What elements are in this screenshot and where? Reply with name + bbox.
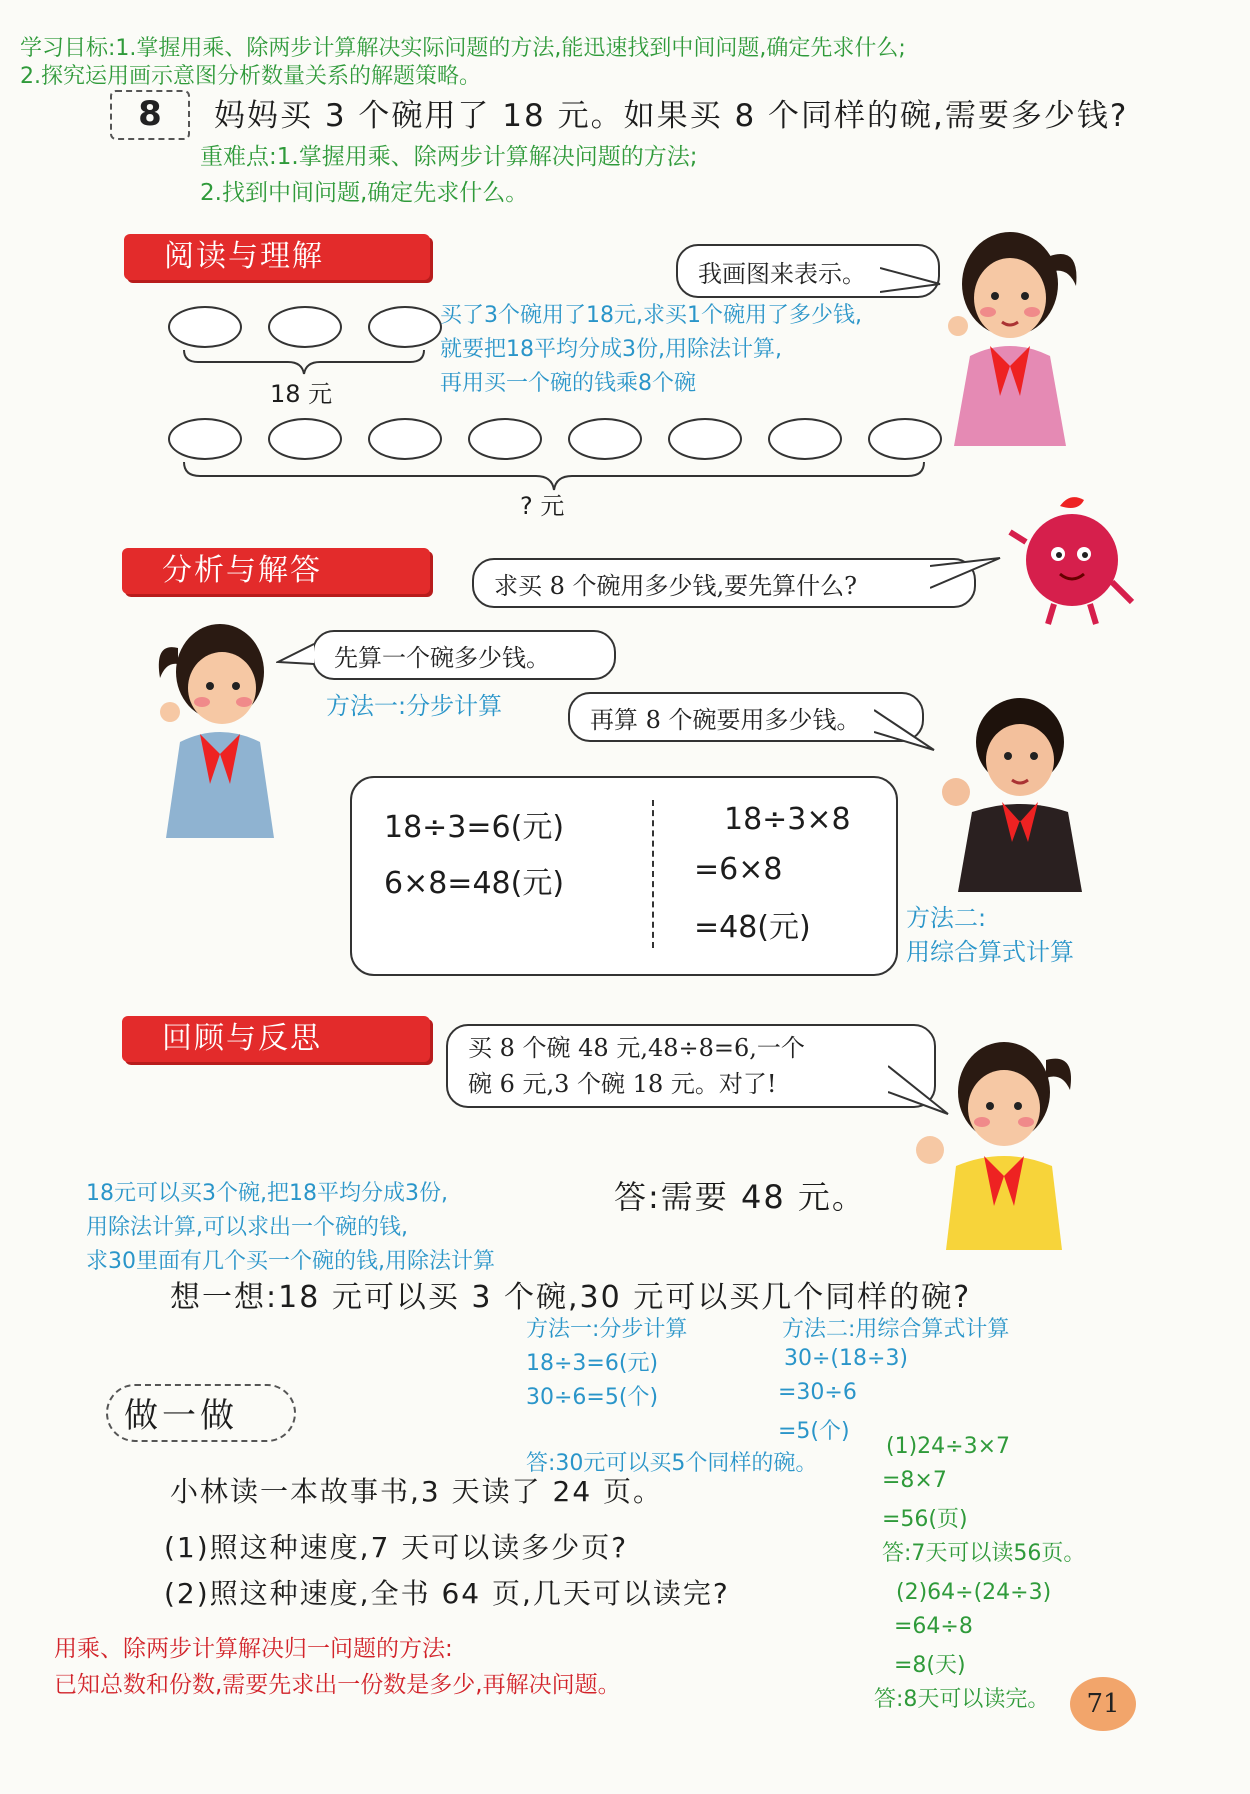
speech-bubble-step1 [312,630,616,680]
example-question: 妈妈买 3 个碗用了 18 元。如果买 8 个同样的碗,需要多少钱? [214,98,1129,134]
key-point-1: 重难点:1.掌握用乘、除两步计算解决问题的方法; [200,144,698,170]
summary-line-2: 已知总数和份数,需要先求出一份数是多少,再解决问题。 [54,1672,621,1698]
practice-title: 做一做 [124,1396,238,1436]
bowl-oval [268,306,342,348]
speech-text: 再算 8 个碗要用多少钱。 [590,705,861,734]
answer-1-conclusion: 答:7天可以读56页。 [882,1541,1086,1566]
bubble-tail [276,640,316,670]
bowl-oval [368,418,442,460]
key-point-2: 2.找到中间问题,确定先求什么。 [200,180,529,206]
calc-combined-2: =6×8 [694,852,783,887]
speech-text: 我画图来表示。 [698,259,866,288]
think-method-2-line-3: =5(个) [778,1419,850,1444]
bowl-oval [168,418,242,460]
reflect-note-1: 18元可以买3个碗,把18平均分成3份, [86,1181,448,1206]
method-1-label: 方法一:分步计算 [326,692,503,720]
goal-line-1: 学习目标:1.掌握用乘、除两步计算解决实际问题的方法,能迅速找到中间问题,确定先求什么; [20,36,906,61]
think-method-1-line-1: 18÷3=6(元) [526,1351,659,1376]
girl-illustration [940,226,1090,446]
girl-illustration [900,1030,1080,1250]
reflect-note-3: 求30里面有几个买一个碗的钱,用除法计算 [86,1249,495,1274]
bubble-tail [874,706,944,756]
note-line-1: 买了3个碗用了18元,求买1个碗用了多少钱, [440,303,862,328]
speech-bubble-question [472,558,976,608]
speech-bubble-step2 [568,692,924,742]
method-2-label: 方法二: [906,904,987,932]
answer-2-line-2: =64÷8 [894,1614,973,1639]
calc-combined-3: =48(元) [694,910,811,945]
think-question: 想一想:18 元可以买 3 个碗,30 元可以买几个同样的碗? [170,1280,972,1315]
boy-illustration [936,692,1096,892]
section-header-analyze: 分析与解答 [122,548,430,594]
calculation-divider [652,800,654,948]
goal-line-2: 2.探究运用画示意图分析数量关系的解题策略。 [20,64,481,89]
speech-text-line-1: 买 8 个碗 48 元,48÷8=6,一个 [468,1034,805,1062]
bowl-oval [568,418,642,460]
practice-problem: 小林读一本故事书,3 天读了 24 页。 [170,1475,664,1508]
girl-illustration [150,618,290,838]
practice-question-1: (1)照这种速度,7 天可以读多少页? [164,1531,629,1564]
speech-text-line-2: 碗 6 元,3 个碗 18 元。对了! [468,1070,777,1098]
bowl-oval [768,418,842,460]
speech-bubble-check [446,1024,936,1108]
calc-step-1: 18÷3=6(元) [384,810,565,845]
bowl-oval [368,306,442,348]
calc-combined-1: 18÷3×8 [724,802,851,837]
answer-1-line-2: =8×7 [882,1468,947,1493]
speech-text: 先算一个碗多少钱。 [334,643,550,672]
answer-1-line-3: =56(页) [882,1507,968,1532]
bowl-oval [268,418,342,460]
answer-2-line-1: (2)64÷(24÷3) [896,1580,1052,1605]
think-answer: 答:30元可以买5个同样的碗。 [526,1451,818,1476]
example-number: 8 [110,90,190,140]
page-number: 71 [1070,1677,1136,1731]
think-method-1-line-2: 30÷6=5(个) [526,1385,659,1410]
speech-text: 求买 8 个碗用多少钱,要先算什么? [494,571,858,600]
calc-step-2: 6×8=48(元) [384,866,565,901]
answer-text: 答:需要 48 元。 [614,1178,866,1216]
bowl-oval [168,306,242,348]
section-header-review: 回顾与反思 [122,1016,430,1062]
method-2-desc: 用综合算式计算 [906,938,1074,966]
apple-mascot-illustration [1000,492,1150,632]
bowl-oval [468,418,542,460]
note-line-2: 就要把18平均分成3份,用除法计算, [440,337,782,362]
label-unknown-yuan: ? 元 [520,492,565,520]
answer-1-line-1: (1)24÷3×7 [886,1434,1011,1459]
section-header-read: 阅读与理解 [124,234,430,280]
bubble-tail [930,556,1010,596]
practice-question-2: (2)照这种速度,全书 64 页,几天可以读完? [164,1577,730,1610]
bowl-oval [668,418,742,460]
think-method-2-line-1: 30÷(18÷3) [784,1346,909,1371]
bowl-oval [868,418,942,460]
summary-line-1: 用乘、除两步计算解决归一问题的方法: [54,1636,453,1662]
reflect-note-2: 用除法计算,可以求出一个碗的钱, [86,1215,408,1240]
note-line-3: 再用买一个碗的钱乘8个碗 [440,371,696,396]
think-method-1-title: 方法一:分步计算 [526,1317,688,1342]
label-18-yuan: 18 元 [270,380,333,408]
think-method-2-title: 方法二:用综合算式计算 [782,1317,1010,1342]
think-method-2-line-2: =30÷6 [778,1380,857,1405]
answer-2-conclusion: 答:8天可以读完。 [874,1687,1050,1712]
answer-2-line-3: =8(天) [894,1653,966,1678]
